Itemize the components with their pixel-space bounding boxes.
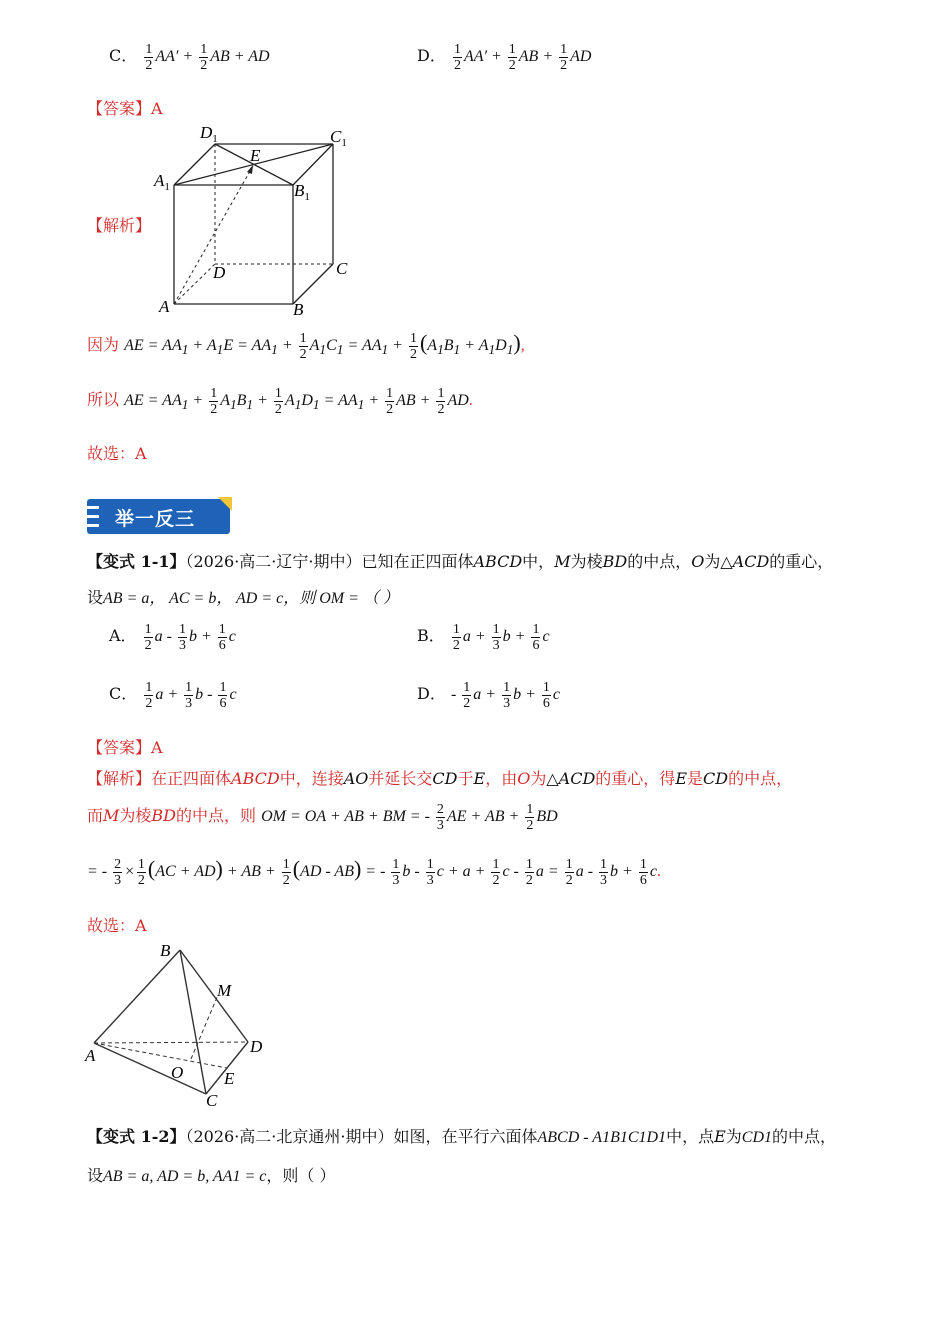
text: 为: [530, 769, 547, 788]
label-B1: $B_1$: [294, 181, 310, 203]
label-M: M: [217, 981, 232, 1000]
v11-option-a: [109, 622, 236, 653]
option-d-prev: [417, 42, 591, 73]
math: ABCD: [473, 552, 523, 571]
label-B: B: [160, 941, 171, 960]
analysis-line-1: [87, 330, 525, 362]
math: BD: [151, 806, 177, 826]
label-C: C: [336, 259, 348, 278]
label-E: E: [250, 146, 261, 165]
option-label: D．: [417, 46, 446, 66]
text: 为: [704, 552, 721, 571]
v12-source: （2026·高二·北京通州·期中）: [185, 1127, 394, 1146]
text: 的重心，: [769, 552, 834, 571]
v11-stem-line2: [87, 585, 399, 608]
v11-analysis-line1: [87, 766, 792, 789]
label-O: O: [171, 1063, 184, 1082]
text: 的中点，则: [176, 806, 257, 826]
math: △ACD: [546, 769, 596, 788]
v11-analysis-line3: [87, 856, 661, 888]
v11-option-d: [417, 680, 560, 711]
expr: $\frac{1}{2}$ a - $\frac{1}{3}$ b + $\frac{1}{6}$ c: [144, 622, 236, 653]
text: 是: [687, 769, 704, 788]
option-c-prev: [109, 42, 270, 73]
answer-value: A: [151, 738, 163, 757]
v11-conclusion: 故选：A: [87, 916, 147, 935]
option-label: C．: [109, 684, 138, 704]
label-B: B: [293, 300, 304, 319]
text: 为棱: [119, 806, 152, 826]
math: CD1: [741, 1129, 773, 1146]
label-A: A: [85, 1046, 96, 1065]
banner-bars-icon: [87, 506, 101, 528]
math: E: [473, 769, 486, 788]
text: 已知在正四面体: [361, 552, 474, 571]
cube-figure: [150, 120, 360, 320]
option-c-expr: $\frac{1}{2}$ AA′ + $\frac{1}{2}$ AB + AD: [145, 42, 270, 73]
math: ABCD: [231, 769, 280, 788]
label-E: E: [224, 1069, 235, 1088]
text: 的中点，: [772, 1127, 837, 1146]
text: 的中点，: [728, 769, 793, 788]
text: 中，连接: [279, 769, 344, 788]
text: 于: [457, 769, 474, 788]
label-D: D: [213, 263, 226, 282]
math: M: [103, 806, 120, 826]
section-banner: [87, 499, 230, 534]
tetrahedron-figure: [80, 938, 280, 1110]
label-C: C: [206, 1091, 218, 1110]
text: 在正四面体: [151, 769, 232, 788]
v11-source: （2026·高二·辽宁·期中）: [185, 552, 362, 571]
text: 而: [87, 806, 104, 826]
prefix-yinwei: 因为: [87, 335, 120, 354]
v11-answer-line: [87, 735, 163, 758]
math: E: [675, 769, 687, 788]
equation-1: AE = $AA_1 + A_1E = AA_1$ + $\frac{1}{2}$ $A_1C_1 = AA_1$ + $\frac{1}{2}$ $(A_1B_1 + A_1D_1)$,: [124, 330, 525, 362]
option-label: D．: [417, 684, 446, 704]
text: 为棱: [570, 552, 603, 571]
text: 如图，在平行六面体: [393, 1127, 538, 1146]
expr: - $\frac{1}{2}$ a + $\frac{1}{3}$ b + $\frac{1}{6}$ c: [450, 680, 560, 711]
answer-line-prev: [87, 96, 163, 119]
analysis-line-2: [87, 386, 473, 417]
v11-analysis-line2: [87, 802, 558, 833]
option-label: A．: [109, 626, 137, 646]
text: 并延长交: [368, 769, 433, 788]
equation: OM = OA + AB + BM = - $\frac{2}{3}$ AE + AB + $\frac{1}{2}$ BD: [261, 802, 558, 833]
option-d-expr: $\frac{1}{2}$ AA′ + $\frac{1}{2}$ AB + $\frac{1}{2}$ AD: [453, 42, 592, 73]
expr: $\frac{1}{2}$ a + $\frac{1}{3}$ b + $\frac{1}{6}$ c: [452, 622, 550, 653]
math: AB = a, AD = b, AA1 = c: [103, 1168, 267, 1185]
banner-corner-icon: [218, 497, 232, 511]
text: 设: [87, 588, 104, 607]
math: O: [517, 769, 531, 788]
v12-stem-line2: [87, 1163, 335, 1186]
banner-title: 举一反三: [115, 508, 196, 530]
label-A: A: [159, 297, 170, 316]
text: 的重心，得: [595, 769, 676, 788]
label-D: D: [250, 1037, 263, 1056]
label-C1: $C_1$: [330, 127, 347, 149]
text: 中，点: [666, 1127, 715, 1146]
label-D1: $D_1$: [200, 123, 218, 145]
answer-value: A: [151, 99, 163, 118]
text: 设: [87, 1166, 104, 1185]
text: ，则（ ）: [266, 1166, 336, 1185]
label-A1: $A_1$: [154, 171, 170, 193]
text: 中，: [522, 552, 555, 571]
answer-tag: 【答案】: [87, 738, 152, 757]
answer-tag: 【答案】: [87, 99, 152, 118]
math: AO: [343, 769, 369, 788]
math: M: [554, 552, 571, 571]
expr: $\frac{1}{2}$ a + $\frac{1}{3}$ b - $\frac{1}{6}$ c: [145, 680, 237, 711]
analysis-tag: 【解析】: [87, 769, 152, 788]
text: 为: [725, 1127, 742, 1146]
equation-2: AE = $AA_1$ + $\frac{1}{2}$ $A_1B_1$ + $\frac{1}{2}$ $A_1D_1 = AA_1$ + $\frac{1}{2}$ AB + $\frac{1}{2}$ AD.: [124, 386, 473, 417]
math: △ACD: [720, 552, 770, 571]
analysis-tag-prev: 【解析】: [87, 216, 152, 235]
math: ABCD - A1B1C1D1: [537, 1129, 667, 1146]
text: ，由: [485, 769, 518, 788]
prefix-suoyi: 所以: [87, 390, 120, 410]
math: CD: [432, 769, 458, 788]
text: 的中点，: [627, 552, 692, 571]
equation: = - $\frac{2}{3}$ × $\frac{1}{2}$ (AC + AD) + AB + $\frac{1}{2}$ (AD - AB) = - $\frac{1}{3}$ b - $\frac{1}{3}$ c + a + $\frac{1}{2}$ c - $\frac{1}{2}$ a = $\frac{1}{2}$ a - $\frac{1}{3}$ b + $\frac{1}{6}$ c.: [87, 856, 661, 888]
math: E: [714, 1127, 726, 1146]
v11-option-c: [109, 680, 237, 711]
v12-tag: 【变式 1-2】: [87, 1127, 186, 1146]
option-label: C．: [109, 46, 138, 66]
v11-tag: 【变式 1-1】: [87, 552, 186, 571]
math: BD: [602, 552, 628, 571]
math: O: [691, 552, 705, 571]
v11-option-b: [417, 622, 550, 653]
math: CD: [703, 769, 729, 788]
v11-stem-line1: [87, 549, 833, 572]
v12-stem-line1: [87, 1124, 836, 1147]
math: AB = a， AC = b， AD = c，则 OM = （ ）: [103, 590, 399, 607]
conclusion-prev: 故选：A: [87, 444, 147, 463]
option-label: B．: [417, 626, 445, 646]
